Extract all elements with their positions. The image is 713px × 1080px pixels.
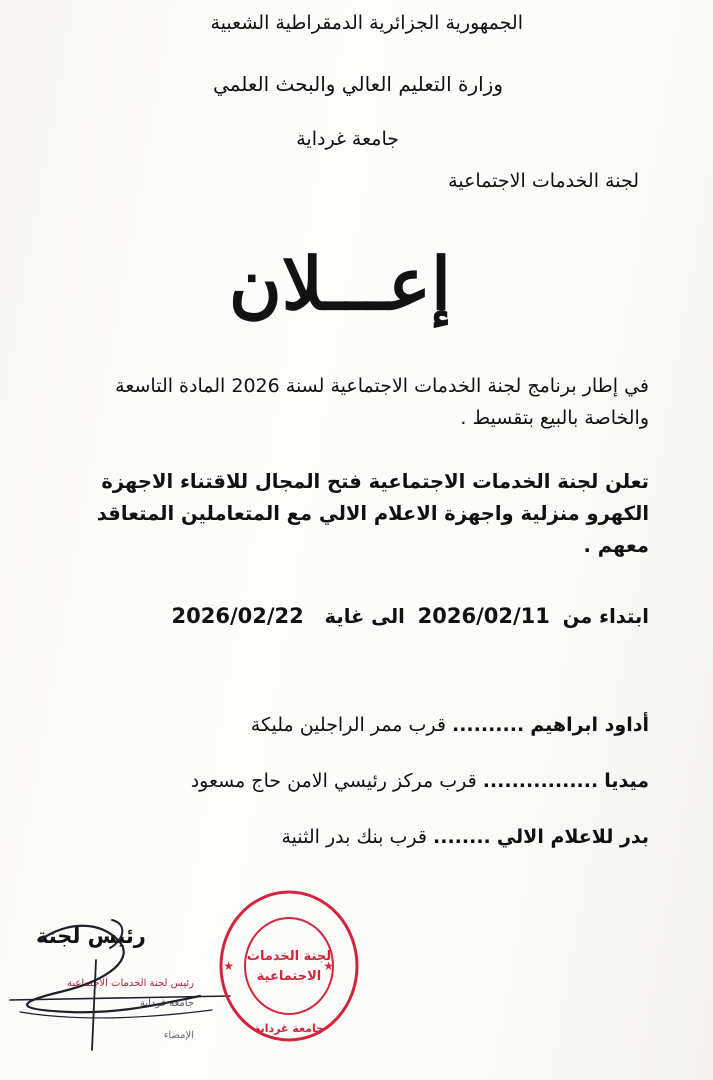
signature-line-2: جامعة غرداية (139, 998, 194, 1009)
signature-title: رئيس لجنة (36, 924, 146, 948)
period-to-label: الى غاية (324, 605, 405, 628)
stamp-center-line-2: الاجتماعية (256, 969, 322, 984)
header-university: جامعة غرداية (296, 128, 399, 150)
vendor-name: ميديا (604, 770, 649, 792)
vendor-dots: .......... (452, 714, 525, 736)
vendor-dots: ........ (433, 826, 491, 848)
vendor-name: بدر للاعلام الالي (496, 826, 649, 848)
header-committee: لجنة الخدمات الاجتماعية (448, 170, 639, 192)
signature-line-3: الإمضاء (163, 1030, 194, 1041)
vendor-dots: ................ (482, 770, 599, 792)
header-ministry: وزارة التعليم العالي والبحث العلمي (213, 72, 503, 96)
vendor-item (281, 826, 649, 848)
svg-text:وزارة التعليم العالي والبحث ال (214, 886, 220, 889)
signature-line-1: رئيس لجنة الخدمات الاجتماعية (67, 978, 194, 989)
vendor-location: قرب بنك بدر الثنية (281, 826, 427, 848)
stamp-center-line-1: لجنة الخدمات (246, 949, 332, 964)
period-from-date: 2026/02/11 (417, 604, 550, 628)
stamp-bottom-text: جامعة غرداية (253, 1022, 325, 1035)
svg-text:★: ★ (323, 959, 334, 973)
svg-text:★: ★ (223, 959, 234, 973)
period-to-date: 2026/02/22 (171, 604, 304, 628)
announcement-title: إعـــلان (228, 241, 451, 326)
stamp-ring-text (214, 886, 220, 889)
header-republic: الجمهورية الجزائرية الدمقراطية الشعبية (210, 12, 523, 34)
vendor-name: أداود ابراهيم (530, 714, 649, 736)
announcement-body: تعلن لجنة الخدمات الاجتماعية فتح المجال للاقتناء الاجهزة الكهرو منزلية واجهزة الاعلام الالي مع المتعاملين المتعاقد معهم . (96, 470, 649, 557)
vendor-item (251, 714, 649, 736)
period-from-label: ابتداء من (562, 605, 649, 628)
announcement-intro: في إطار برنامج لجنة الخدمات الاجتماعية لسنة 2026 المادة التاسعة والخاصة بالبيع بتقسيط . (115, 375, 649, 429)
stamp-seal-icon (214, 886, 364, 1050)
vendor-location: قرب ممر الراجلين مليكة (250, 714, 446, 736)
vendor-location: قرب مركز رئيسي الامن حاج مسعود (190, 770, 477, 792)
official-stamp (214, 886, 364, 1050)
vendor-item (191, 770, 649, 792)
period-line (166, 604, 649, 628)
